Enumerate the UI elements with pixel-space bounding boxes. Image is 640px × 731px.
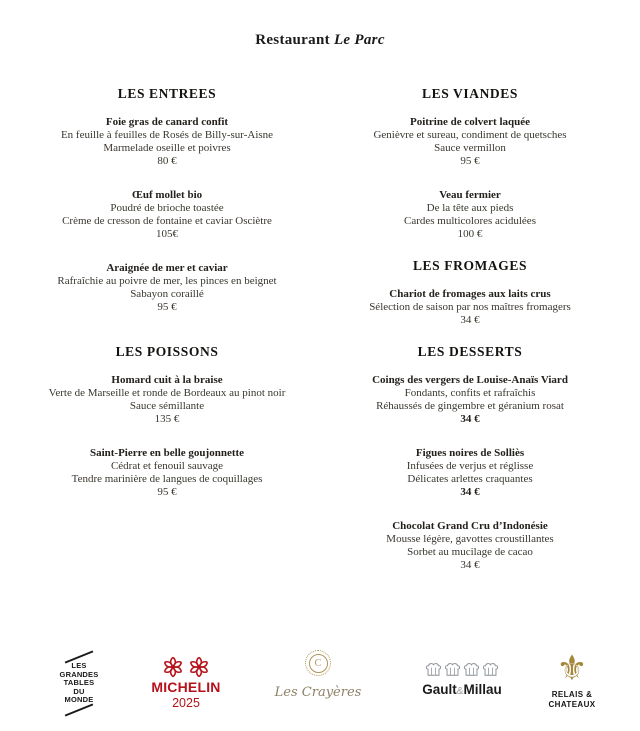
dish-price: 80 € <box>157 155 177 167</box>
dish-desc: Crème de cresson de fontaine et caviar Osciètre <box>62 215 272 227</box>
gtm-line: GRANDES <box>59 669 99 679</box>
logo-michelin <box>140 656 232 710</box>
dish-desc: Marmelade oseille et poivres <box>103 142 231 154</box>
dish-price: 95 € <box>460 155 480 167</box>
page-title <box>0 32 640 49</box>
dish-desc: Mousse légère, gavottes croustillantes <box>386 533 554 545</box>
logo-les-crayeres <box>272 650 364 700</box>
section-entrees <box>33 86 301 335</box>
dish-name: Figues noires de Solliès <box>415 447 525 459</box>
crayeres-wordmark: Les Crayères <box>274 685 362 700</box>
relais-line: RELAIS & <box>551 690 593 699</box>
slash-icon <box>65 703 94 716</box>
dish-name: Foie gras de canard confit <box>105 116 229 128</box>
section-desserts <box>336 344 604 593</box>
dish-desc: Délicates arlettes craquantes <box>407 473 533 485</box>
menu-item <box>33 374 301 426</box>
dish-name: Veau fermier <box>439 189 501 201</box>
michelin-star-icon <box>188 656 210 678</box>
michelin-year: 2025 <box>172 696 200 710</box>
crayeres-emblem-icon <box>305 650 331 676</box>
dish-name: Chariot de fromages aux laits crus <box>389 288 551 300</box>
dish-name: Poitrine de colvert laquée <box>409 116 531 128</box>
dish-price: 135 € <box>154 413 180 425</box>
menu-item <box>33 116 301 168</box>
michelin-stars <box>140 656 232 678</box>
toque-icon <box>444 662 461 679</box>
dish-desc: Cédrat et fenouil sauvage <box>110 460 224 472</box>
dish-price: 34 € <box>460 413 480 425</box>
toque-icon <box>463 662 480 679</box>
michelin-star-icon <box>162 656 184 678</box>
dish-desc: Sorbet au mucilage de cacao <box>407 546 533 558</box>
dish-desc: Cardes multicolores acidulées <box>404 215 536 227</box>
logo-grandes-tables-du-monde <box>50 652 108 715</box>
toque-icon <box>425 662 442 679</box>
crayeres-monogram: C <box>309 654 328 673</box>
dish-name: Œuf mollet bio <box>131 189 203 201</box>
dish-desc: Sauce vermillon <box>434 142 506 154</box>
section-header-desserts: LES DESSERTS <box>417 344 523 359</box>
dish-desc: En feuille à feuilles de Rosés de Billy-sur-Aisne <box>60 129 274 141</box>
gm-ampersand: & <box>456 686 464 697</box>
dish-desc: Sauce sémillante <box>129 400 205 412</box>
dish-desc: Réhaussés de gingembre et géranium rosat <box>376 400 564 412</box>
gm-left: Gault <box>422 682 457 697</box>
fleur-de-lis-icon: ⚜ <box>556 649 588 689</box>
dish-price: 105€ <box>156 228 178 240</box>
section-fromages <box>336 258 604 348</box>
gtm-line: TABLES <box>63 678 95 687</box>
section-viandes <box>336 86 604 262</box>
dish-name: Homard cuit à la braise <box>111 374 223 386</box>
dish-name: Saint-Pierre en belle goujonnette <box>89 447 245 459</box>
dish-desc: Fondants, confits et rafraîchis <box>404 387 536 399</box>
menu-item <box>33 447 301 499</box>
gtm-line: LES <box>71 661 87 670</box>
gtm-line: DU <box>73 686 85 696</box>
logo-gault-millau <box>410 662 514 697</box>
menu-item <box>336 447 604 499</box>
dish-desc: Sélection de saison par nos maîtres fromagers <box>369 301 571 313</box>
dish-name: Chocolat Grand Cru d’Indonésie <box>392 520 548 532</box>
michelin-wordmark: MICHELIN <box>151 679 221 695</box>
dish-price: 34 € <box>460 486 480 498</box>
title-prefix: Restaurant <box>255 32 330 48</box>
menu-item <box>336 189 604 241</box>
dish-desc: Sabayon coraillé <box>130 288 204 300</box>
menu-item <box>33 189 301 241</box>
toque-icons <box>410 662 514 679</box>
restaurant-name: Le Parc <box>333 32 385 48</box>
toque-icon <box>482 662 499 679</box>
gm-right: Millau <box>463 682 502 697</box>
menu-item <box>33 262 301 314</box>
section-header-entrees: LES ENTREES <box>117 86 217 101</box>
gault-millau-wordmark <box>410 682 514 697</box>
gtm-line: MONDE <box>64 695 94 704</box>
dish-desc: Rafraîchie au poivre de mer, les pinces en beignet <box>57 275 277 287</box>
dish-price: 95 € <box>157 486 177 498</box>
dish-price: 34 € <box>460 559 480 571</box>
section-poissons <box>33 344 301 520</box>
dish-price: 100 € <box>457 228 483 240</box>
dish-desc: Tendre marinière de langues de coquillages <box>71 473 263 485</box>
menu-item <box>336 374 604 426</box>
dish-desc: Verte de Marseille et ronde de Bordeaux au pinot noir <box>48 387 286 399</box>
menu-item <box>336 116 604 168</box>
section-header-fromages: LES FROMAGES <box>412 258 528 273</box>
relais-line: CHATEAUX <box>548 699 596 709</box>
dish-desc: Poudré de brioche toastée <box>110 202 224 214</box>
section-header-viandes: LES VIANDES <box>421 86 518 101</box>
menu-item <box>336 520 604 572</box>
logo-relais-chateaux <box>532 650 612 709</box>
dish-name: Araignée de mer et caviar <box>106 262 228 274</box>
dish-price: 95 € <box>157 301 177 313</box>
section-header-poissons: LES POISSONS <box>115 344 219 359</box>
dish-desc: De la tête aux pieds <box>426 202 514 214</box>
dish-desc: Genièvre et sureau, condiment de quetsches <box>373 129 567 141</box>
dish-name: Coings des vergers de Louise-Anaïs Viard <box>372 374 568 386</box>
dish-price: 34 € <box>460 314 480 326</box>
menu-item <box>336 288 604 327</box>
dish-desc: Infusées de verjus et réglisse <box>406 460 534 472</box>
